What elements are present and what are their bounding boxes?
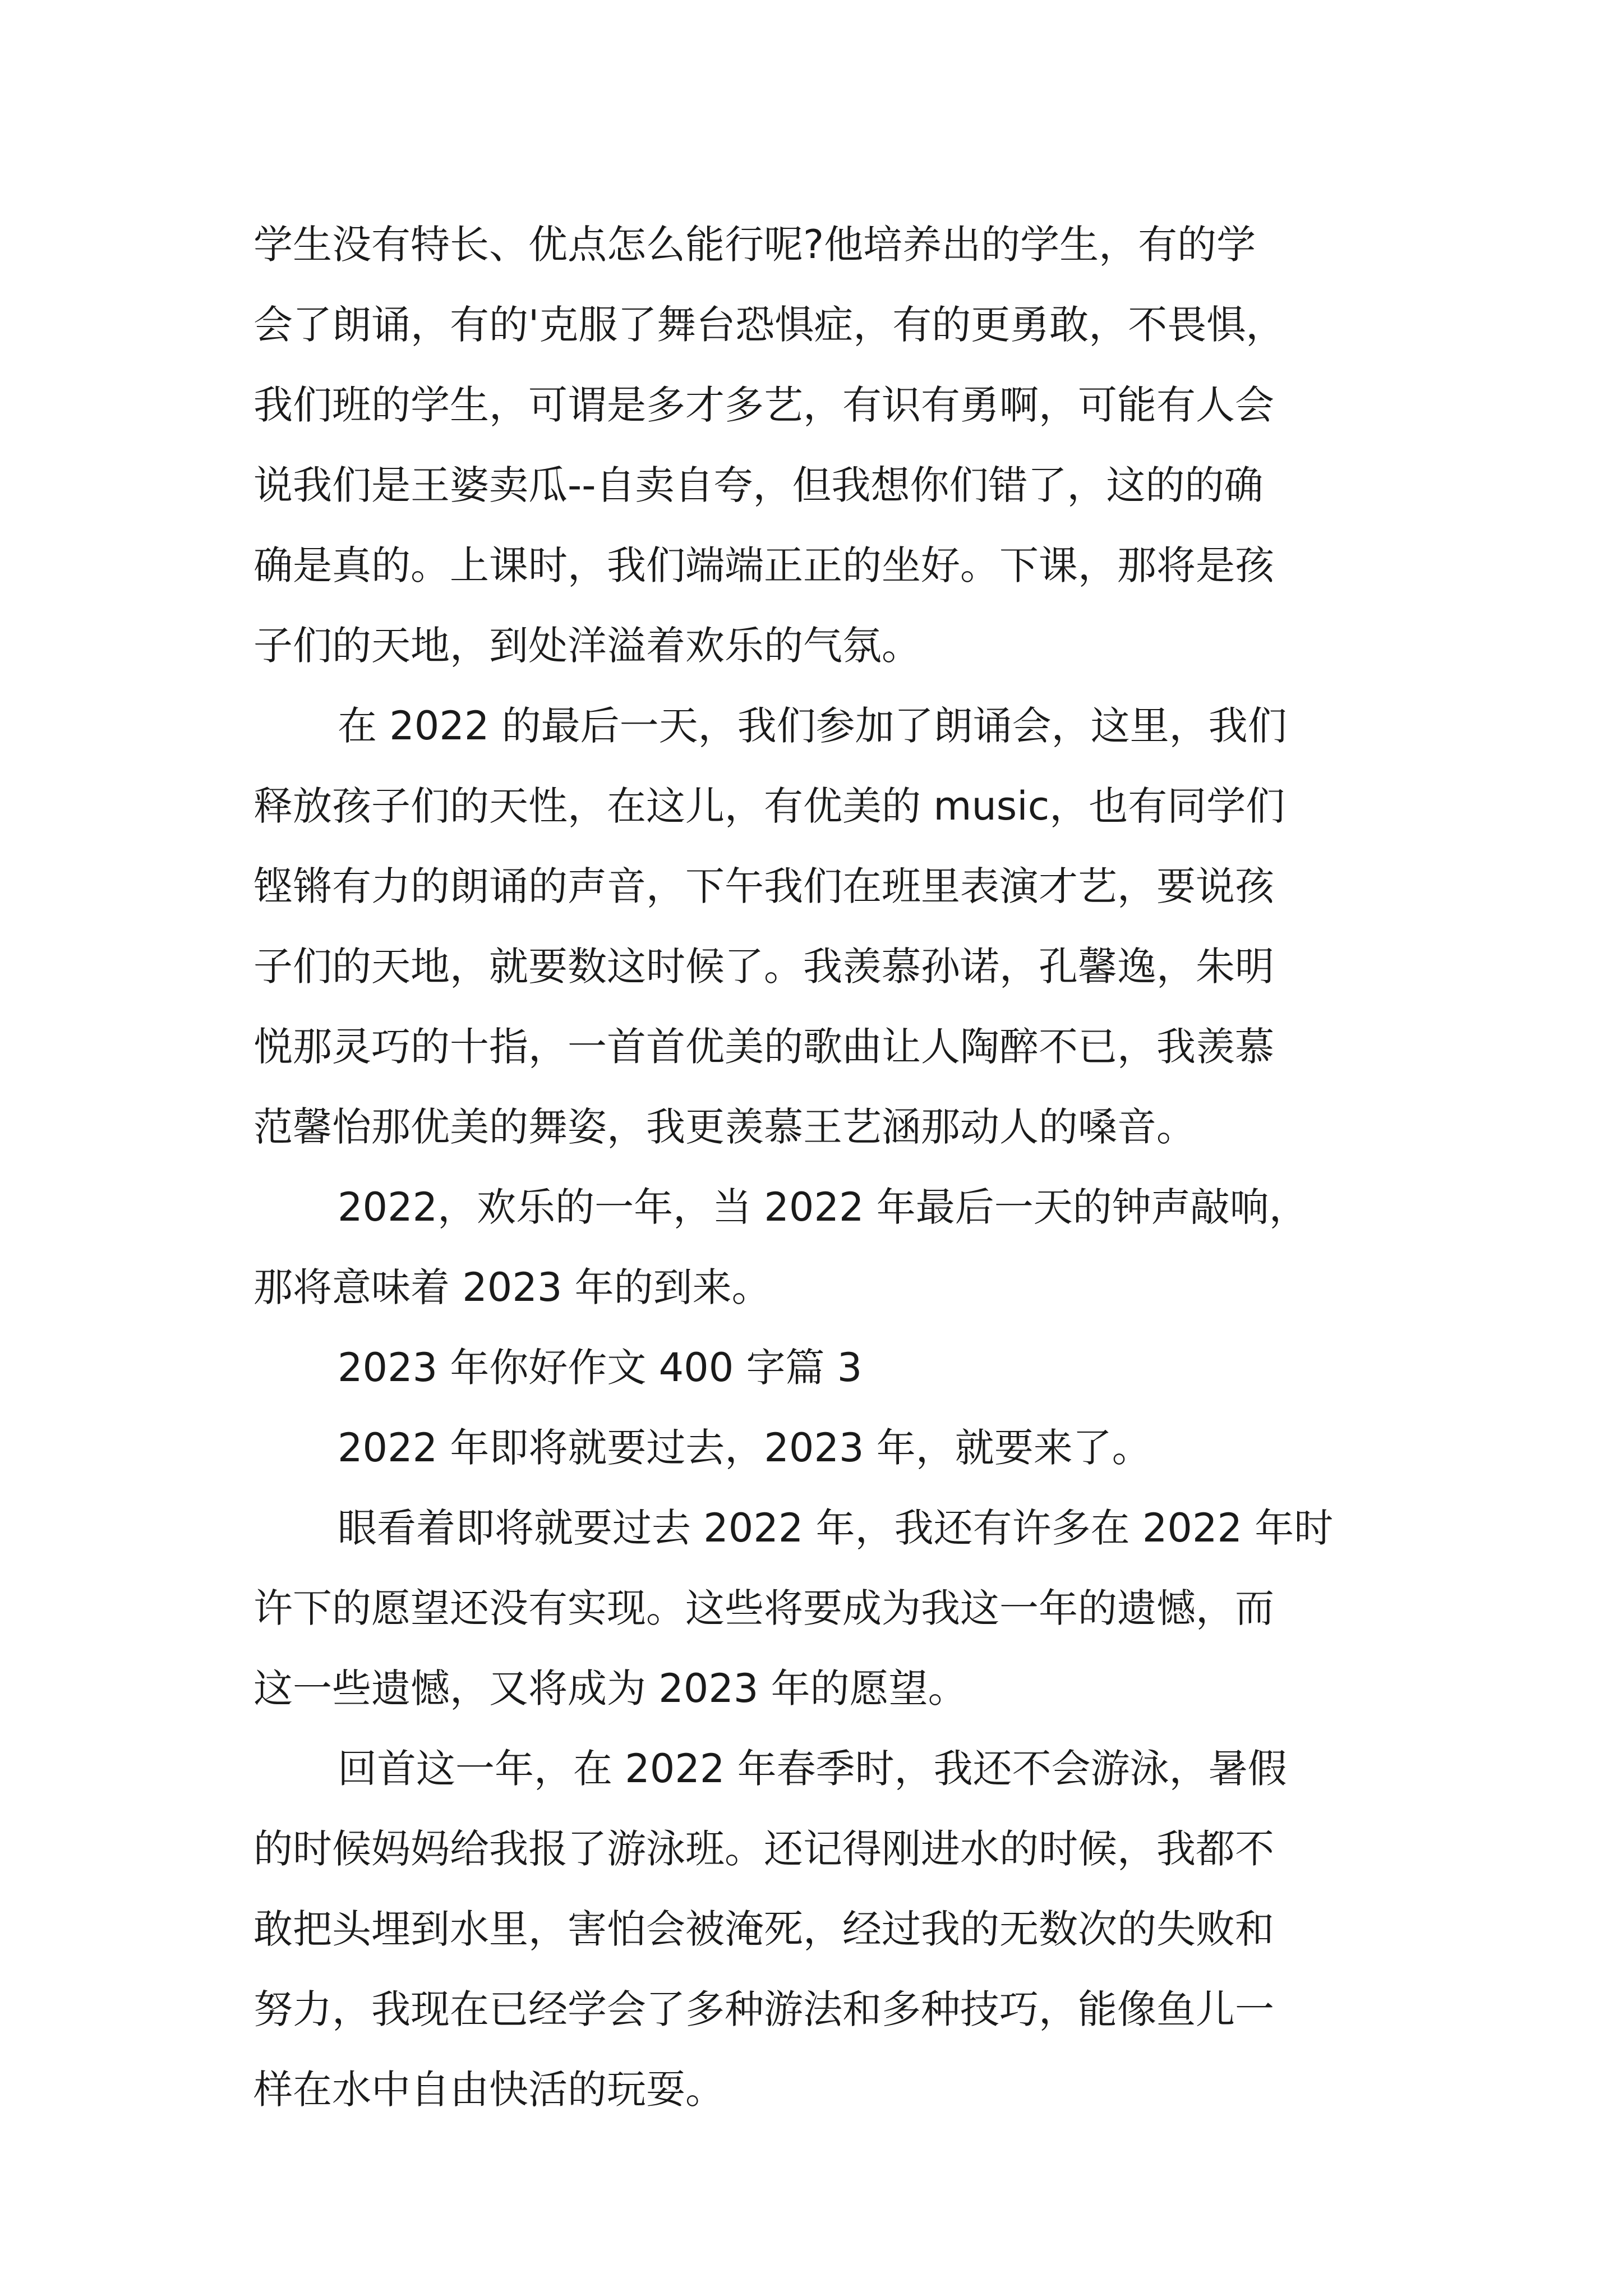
text-line: 回首这一年，在 2022 年春季时，我还不会游泳，暑假 — [338, 1746, 1287, 1792]
text-line: 2022，欢乐的一年，当 2022 年最后一天的钟声敲响， — [338, 1184, 1308, 1230]
text-line: 这一些遗憾，又将成为 2023 年的愿望。 — [253, 1665, 967, 1711]
text-line: 的时候妈妈给我报了游泳班。还记得刚进水的时候，我都不 — [253, 1826, 1274, 1872]
text-line: 眼看着即将就要过去 2022 年，我还有许多在 2022 年时 — [338, 1505, 1334, 1551]
text-line: 敢把头埋到水里，害怕会被淹死，经过我的无数次的失败和 — [253, 1906, 1274, 1952]
text-line: 范馨怡那优美的舞姿，我更羡慕王艺涵那动人的嗓音。 — [253, 1104, 1196, 1150]
text-line: 在 2022 的最后一天，我们参加了朗诵会，这里，我们 — [338, 703, 1287, 749]
text-line: 确是真的。上课时，我们端端正正的坐好。下课，那将是孩 — [253, 542, 1274, 588]
text-line: 悦那灵巧的十指，一首首优美的歌曲让人陶醉不已，我羡慕 — [253, 1024, 1274, 1070]
text-line: 子们的天地，就要数这时候了。我羡慕孙诺，孔馨逸，朱明 — [253, 944, 1274, 990]
text-line: 许下的愿望还没有实现。这些将要成为我这一年的遗憾，而 — [253, 1585, 1274, 1631]
text-line: 我们班的学生，可谓是多才多艺，有识有勇啊，可能有人会 — [253, 382, 1274, 428]
document-body — [253, 205, 1403, 2130]
text-line: 2022 年即将就要过去，2023 年，就要来了。 — [338, 1425, 1151, 1471]
text-line: 那将意味着 2023 年的到来。 — [253, 1264, 771, 1310]
text-line: 释放孩子们的天性，在这儿，有优美的 music，也有同学们 — [253, 783, 1285, 829]
text-line: 学生没有特长、优点怎么能行呢?他培养出的学生，有的学 — [253, 222, 1256, 268]
section-heading: 2023 年你好作文 400 字篇 3 — [338, 1345, 863, 1391]
text-line: 努力，我现在已经学会了多种游法和多种技巧，能像鱼儿一 — [253, 1986, 1274, 2032]
text-line: 铿锵有力的朗诵的声音，下午我们在班里表演才艺，要说孩 — [253, 863, 1274, 909]
text-line: 样在水中自由快活的玩耍。 — [253, 2067, 725, 2113]
text-line: 子们的天地，到处洋溢着欢乐的气氛。 — [253, 623, 921, 669]
text-line: 说我们是王婆卖瓜--自卖自夸，但我想你们错了，这的的确 — [253, 462, 1264, 508]
text-line: 会了朗诵，有的'克服了舞台恐惧症，有的更勇敢，不畏惧， — [253, 302, 1285, 348]
